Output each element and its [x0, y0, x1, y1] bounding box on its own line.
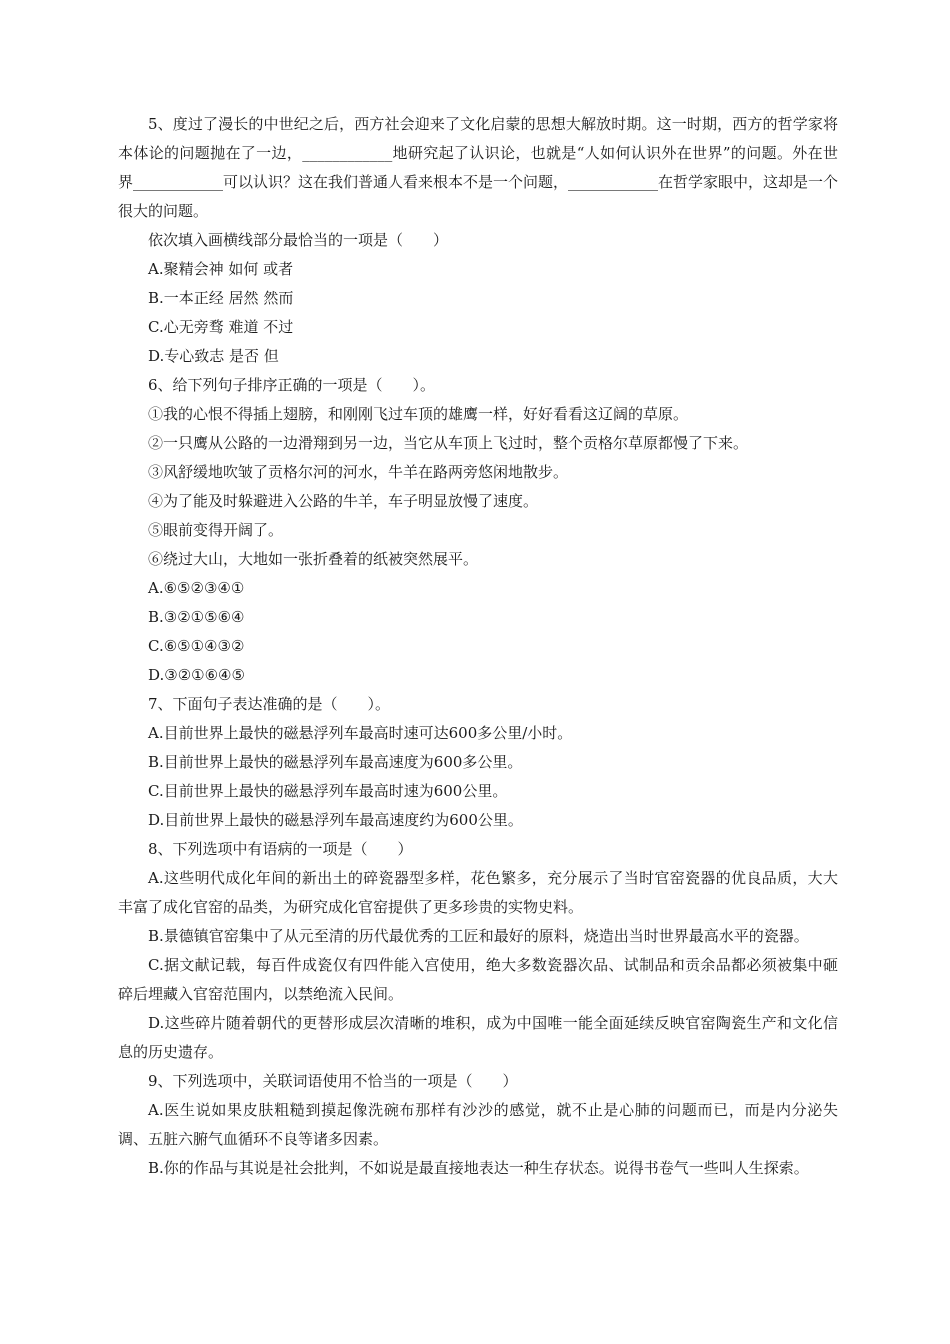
question-6-option-d: D.③②①⑥④⑤ — [148, 666, 245, 684]
document-page — [118, 110, 838, 1183]
question-6-sentence-2: ②一只鹰从公路的一边滑翔到另一边，当它从车顶上飞过时，整个贡格尔草原都慢了下来。 — [148, 434, 749, 452]
question-8 — [118, 835, 838, 1067]
question-6-sentence-6: ⑥绕过大山，大地如一张折叠着的纸被突然展平。 — [148, 550, 479, 568]
question-8-option-c: C.据文献记载，每百件成瓷仅有四件能入宫使用，绝大多数瓷器次品、试制品和贡余品都必须被集中砸碎后埋藏入官窑范围内，以禁绝流入民间。 — [118, 956, 838, 1003]
question-6-sentence-3: ③风舒缓地吹皱了贡格尔河的河水，牛羊在路两旁悠闲地散步。 — [148, 463, 569, 481]
question-6-option-a: A.⑥⑤②③④① — [148, 579, 245, 597]
question-5-option-a: A.聚精会神 如何 或者 — [148, 260, 294, 278]
question-7 — [118, 690, 838, 835]
question-7-option-d: D.目前世界上最快的磁悬浮列车最高速度约为600公里。 — [148, 811, 523, 829]
question-6-stem: 6、给下列句子排序正确的一项是（ ）。 — [148, 376, 436, 394]
question-7-option-c: C.目前世界上最快的磁悬浮列车最高时速为600公里。 — [148, 782, 508, 800]
question-5-option-b: B.一本正经 居然 然而 — [148, 289, 294, 307]
question-6-option-c: C.⑥⑤①④③② — [148, 637, 245, 655]
question-5-option-c: C.心无旁骛 难道 不过 — [148, 318, 294, 336]
question-6-sentence-5: ⑤眼前变得开阔了。 — [148, 521, 284, 539]
question-9-stem: 9、下列选项中，关联词语使用不恰当的一项是（ ） — [148, 1072, 518, 1090]
question-7-option-a: A.目前世界上最快的磁悬浮列车最高时速可达600多公里/小时。 — [148, 724, 573, 742]
question-5 — [118, 110, 838, 371]
question-6-sentence-1: ①我的心恨不得插上翅膀，和刚刚飞过车顶的雄鹰一样，好好看看这辽阔的草原。 — [148, 405, 689, 423]
question-9-option-b: B.你的作品与其说是社会批判，不如说是最直接地表达一种生存状态。说得书卷气一些叫人生探索。 — [148, 1159, 809, 1177]
question-7-option-b: B.目前世界上最快的磁悬浮列车最高速度为600多公里。 — [148, 753, 523, 771]
question-9-option-a: A.医生说如果皮肤粗糙到摸起像洗碗布那样有沙沙的感觉，就不止是心肺的问题而已，而是内分泌失调、五脏六腑气血循环不良等诸多因素。 — [118, 1101, 838, 1148]
question-6 — [118, 371, 838, 690]
question-8-option-b: B.景德镇官窑集中了从元至清的历代最优秀的工匠和最好的原料，烧造出当时世界最高水平的瓷器。 — [148, 927, 809, 945]
question-8-stem: 8、下列选项中有语病的一项是（ ） — [148, 840, 413, 858]
question-5-prompt: 依次填入画横线部分最恰当的一项是（ ） — [148, 231, 449, 249]
question-5-stem: 5、度过了漫长的中世纪之后，西方社会迎来了文化启蒙的思想大解放时期。这一时期，西方的哲学家将本体论的问题抛在了一边，____________地研究起了认识论，也就是“人如何认识外在世界”的问题。外在世界____________可以认识？这在我们普通人看来根本不是一个问题，____________在哲学家眼中，这却是一个很大的问题。 — [118, 115, 839, 220]
question-9 — [118, 1067, 838, 1183]
question-8-option-d: D.这些碎片随着朝代的更替形成层次清晰的堆积，成为中国唯一能全面延续反映官窑陶瓷生产和文化信息的历史遗存。 — [118, 1014, 838, 1061]
question-6-sentence-4: ④为了能及时躲避进入公路的牛羊，车子明显放慢了速度。 — [148, 492, 539, 510]
question-7-stem: 7、下面句子表达准确的是（ ）。 — [148, 695, 391, 713]
question-8-option-a: A.这些明代成化年间的新出土的碎瓷器型多样，花色繁多，充分展示了当时官窑瓷器的优良品质，大大丰富了成化官窑的品类，为研究成化官窑提供了更多珍贵的实物史料。 — [118, 869, 838, 916]
question-6-option-b: B.③②①⑤⑥④ — [148, 608, 245, 626]
question-5-option-d: D.专心致志 是否 但 — [148, 347, 279, 365]
